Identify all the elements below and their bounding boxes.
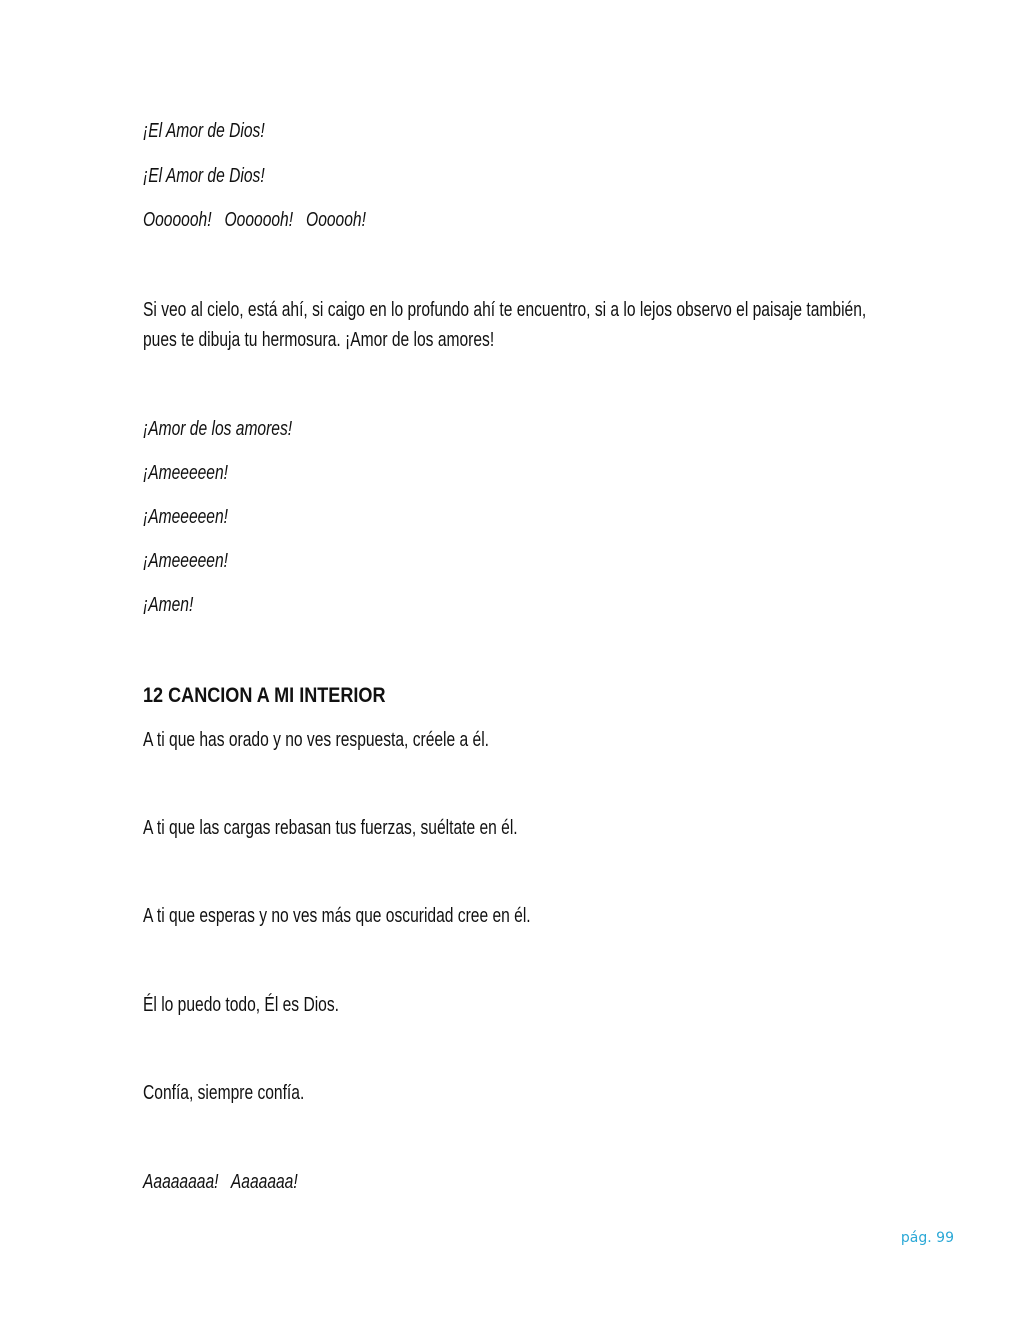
song-title: 12 CANCION A MI INTERIOR [143, 684, 386, 707]
refrain-line: ¡Ameeeeen! [143, 462, 228, 484]
song-line: A ti que esperas y no ves más que oscuridad cree en él. [143, 905, 531, 927]
page-number: pág. 99 [900, 1230, 954, 1246]
refrain-line: ¡El Amor de Dios! [143, 120, 265, 142]
song-line: A ti que has orado y no ves respuesta, créele a él. [143, 729, 490, 751]
refrain-line: ¡Amen! [143, 594, 194, 616]
verse-line: Si veo al cielo, está ahí, si caigo en lo profundo ahí te encuentro, si a lo lejos observo el paisaje también, [143, 299, 867, 321]
song-ending: Aaaaaaaa! Aaaaaaa! [143, 1171, 298, 1193]
verse-line: pues te dibuja tu hermosura. ¡Amor de los amores! [143, 329, 495, 351]
song-line: Confía, siempre confía. [143, 1082, 305, 1104]
song-line: A ti que las cargas rebasan tus fuerzas, suéltate en él. [143, 817, 518, 839]
refrain-line: Ooooooh! Ooooooh! Oooooh! [143, 209, 366, 231]
refrain-line: ¡Ameeeeen! [143, 550, 228, 572]
refrain-line: ¡Ameeeeen! [143, 506, 228, 528]
verse-paragraph [143, 295, 866, 355]
refrain-line: ¡El Amor de Dios! [143, 165, 265, 187]
refrain-line: ¡Amor de los amores! [143, 418, 293, 440]
song-line: Él lo puedo todo, Él es Dios. [143, 994, 339, 1016]
